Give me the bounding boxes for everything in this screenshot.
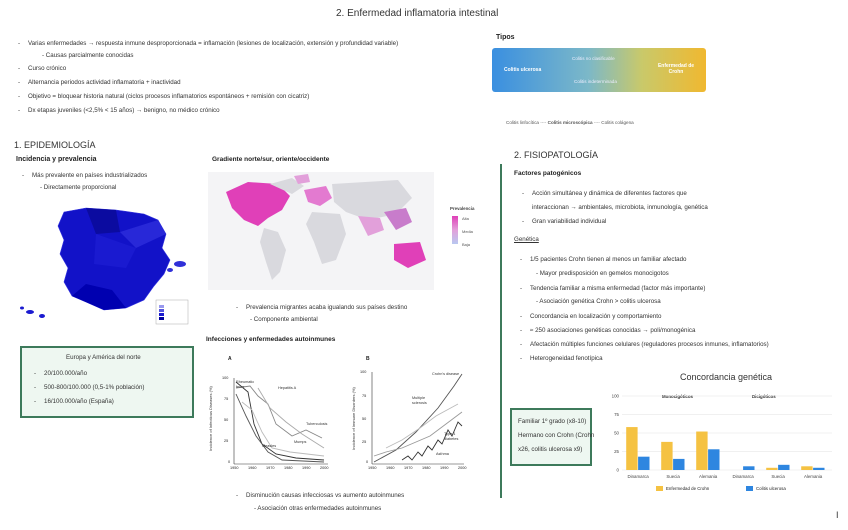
europa-box (20, 346, 194, 418)
ytick: 50 (362, 417, 367, 421)
tipos-gradient-bar (492, 48, 706, 92)
genetica-bullet: - Tendencia familiar a misma enfermedad (factor más importante) (530, 285, 705, 293)
chart-group-label: Monocigóticos (662, 394, 693, 399)
europa-box-line: - 16/100.000/año (España) (44, 398, 114, 406)
map-legend-level: Alta (462, 216, 469, 221)
bar-colitis-ulcerosa (673, 459, 684, 470)
label-type1-diabetes: Type 1 diabetes (444, 432, 459, 441)
ytick: 0 (228, 460, 231, 464)
gradiente-bullet: - Prevalencia migrantes acaba igualando sus países destino (246, 304, 407, 312)
familiar-box-line: Familiar 1º grado (x8-10) (518, 418, 587, 425)
intro-line: - Causas parcialmente conocidas (42, 52, 134, 59)
bar-colitis-ulcerosa (708, 449, 719, 470)
factores-bullet-cont: interaccionan → ambientales, microbiota, inmunología, genética (532, 204, 708, 211)
intro-line: - Curso crónico (28, 65, 66, 73)
tipos-spectrum: Colitis linfocítica ---- Colitis microscópica ---- Colitis colágena (506, 120, 634, 125)
bar-crohn (661, 442, 672, 470)
ylabel-b: Incidence of Immune Disorders (%) (350, 387, 356, 450)
label-multiple-sclerosis: Multiple sclerosis (412, 396, 427, 405)
genetica-bullet: - Heterogeneidad fenotípica (530, 355, 603, 363)
legend-swatch-crohn (656, 486, 663, 491)
xtick: 1960 (386, 466, 395, 470)
ytick: 75 (362, 394, 367, 398)
intro-line: - Objetivo = bloquear historia natural (ciclos procesos inflamatorios espontáneos + remisión con cicatriz) (28, 93, 309, 101)
xtick: 2000 (458, 466, 467, 470)
ytick: 100 (360, 370, 367, 374)
bar-colitis-ulcerosa (778, 465, 789, 470)
gradiente-bullet-sub: - Componente ambiental (250, 316, 318, 323)
label-measles: Measles (262, 444, 277, 448)
category-label: Alemania (698, 474, 718, 479)
genetica-bullet: - Afectación múltiples funciones celulares (reguladores procesos inmunes, inflamatorios) (530, 341, 769, 349)
spain-prevalence-map (16, 204, 192, 328)
label-crohns-disease: Crohn's disease (432, 372, 460, 376)
genetica-heading: Genética (514, 236, 539, 243)
spectrum-item: Colitis microscópica (547, 120, 593, 125)
bar-chart-svg (600, 372, 836, 500)
bar-colitis-ulcerosa (813, 468, 824, 470)
chart-title: Concordancia genética (680, 372, 773, 382)
xtick: 1970 (404, 466, 413, 470)
xtick: 1970 (266, 466, 275, 470)
label-rheumatic-fever: Rheumatic fever (236, 380, 255, 389)
factores-heading: Factores patogénicos (514, 170, 582, 177)
epi-bullet-sub: - Directamente proporcional (40, 184, 117, 191)
tipos-label: Tipos (496, 34, 515, 41)
xtick: 1950 (230, 466, 239, 470)
ytick: 25 (362, 440, 367, 444)
familiar-box-line: Hermano con Crohn (Crohn (518, 432, 595, 439)
ytick-label: 75 (614, 412, 619, 417)
europa-box-line: - 500-800/100.000 (0,5-1% población) (44, 384, 144, 392)
section-heading-epidemiologia: 1. EPIDEMIOLOGÍA (14, 140, 96, 150)
tipos-right: Enfermedad de Crohn (657, 63, 695, 75)
world-prevalence-map (208, 172, 480, 296)
xtick: 2000 (320, 466, 329, 470)
ytick-label: 100 (611, 393, 619, 399)
bar-colitis-ulcerosa (638, 457, 649, 470)
genetica-bullet-sub: - Asociación genética Crohn > colitis ulcerosa (536, 298, 661, 305)
bar-colitis-ulcerosa (743, 466, 754, 470)
ytick: 25 (224, 439, 229, 443)
familiar-box (510, 408, 595, 466)
ytick: 50 (224, 418, 229, 422)
legend-label: Colitis ulcerosa (756, 486, 786, 491)
genetica-bullet: - ≈ 250 asociaciones genéticas conocidas → poli/monogénica (530, 327, 695, 335)
xtick: 1950 (368, 466, 377, 470)
category-label: Dinamarca (732, 474, 754, 479)
ylabel-a: Incidence of Infectious Diseases (%) (207, 386, 213, 451)
section-divider (500, 164, 502, 498)
category-label: Suecia (771, 474, 785, 479)
intro-line: - Varias enfermedades → respuesta inmune desproporcionada = inflamación (lesiones de localización, extensión y profundidad variable) (28, 40, 398, 48)
bar-crohn (766, 468, 777, 470)
tipos-middle-top: Colitis no clasificable (572, 56, 615, 61)
spectrum-item: Colitis linfocítica (506, 120, 539, 125)
incidencia-heading: Incidencia y prevalencia (16, 156, 97, 163)
factores-bullet: - Acción simultánea y dinámica de diferentes factores que (532, 190, 687, 198)
label-mumps: Mumps (294, 440, 307, 444)
map-legend-level: Media (462, 229, 473, 234)
label-asthma: Asthma (436, 452, 449, 456)
label-tuberculosis: Tuberculosis (306, 422, 328, 426)
map-legend-title: Prevalencia (450, 206, 475, 211)
ytick: 100 (222, 376, 229, 380)
genetica-bullet: - Concordancia en localización y comportamiento (530, 313, 661, 321)
xtick: 1980 (284, 466, 293, 470)
tipos-left: Colitis ulcerosa (504, 67, 542, 73)
page-title: 2. Enfermedad inflamatoria intestinal (336, 8, 499, 19)
europa-box-line: - 20/100.000/año (44, 370, 87, 378)
section-heading-fisiopatologia: 2. FISIOPATOLOGÍA (514, 150, 599, 160)
legend-label: Enfermedad de Crohn (666, 486, 710, 491)
infecciones-bullet: - Disminución causas infecciosas vs aumento autoinmunes (246, 492, 404, 500)
spectrum-item: Colitis colágena (601, 120, 634, 125)
ytick: 0 (366, 460, 369, 464)
factores-bullet: - Gran variabilidad individual (532, 218, 606, 226)
label-hepatitis-a: Hepatitis A (278, 386, 297, 390)
infecciones-bullet-sub: - Asociación otras enfermedades autoinmunes (254, 505, 382, 512)
legend-swatch-cu (746, 486, 753, 491)
page-marker: I (836, 510, 839, 520)
xtick: 1990 (302, 466, 311, 470)
infections-figure (206, 352, 474, 482)
category-label: Suecia (666, 474, 680, 479)
genetica-bullet-sub: - Mayor predisposición en gemelos monocigotos (536, 270, 669, 277)
xtick: 1990 (440, 466, 449, 470)
bar-crohn (626, 427, 637, 470)
chart-group-label: Dicigóticos (752, 394, 776, 399)
bar-crohn (696, 432, 707, 470)
ytick: 75 (224, 397, 229, 401)
ytick-label: 0 (616, 467, 619, 473)
infecciones-heading: Infecciones y enfermedades autoinmunes (206, 336, 336, 343)
panel-a-label: A (228, 356, 232, 362)
intro-line: - Alternancia periodos actividad inflamatoria + inactividad (28, 79, 181, 87)
category-label: Alemania (803, 474, 823, 479)
bar-crohn (801, 466, 812, 470)
ytick-label: 25 (614, 449, 619, 454)
category-label: Dinamarca (627, 474, 649, 479)
europa-box-title: Europa y América del norte (66, 354, 141, 361)
xtick: 1960 (248, 466, 257, 470)
map-legend-level: Baja (462, 242, 471, 247)
ytick-label: 50 (614, 430, 619, 436)
epi-bullet: - Más prevalente en países industrializados (32, 172, 147, 180)
panel-b-label: B (366, 356, 370, 362)
gradiente-heading: Gradiente norte/sur, oriente/occidente (212, 156, 330, 163)
intro-line: - Dx etapas juveniles (<2,5% < 15 años) → benigno, no médico crónico (28, 107, 220, 115)
genetica-bullet: - 1/5 pacientes Crohn tienen al menos un familiar afectado (530, 256, 687, 264)
familiar-box-line: x26, colitis ulcerosa x9) (518, 446, 583, 453)
tipos-middle-bottom: Colitis indeterminada (574, 79, 617, 84)
xtick: 1980 (422, 466, 431, 470)
concordancia-chart (600, 372, 836, 500)
